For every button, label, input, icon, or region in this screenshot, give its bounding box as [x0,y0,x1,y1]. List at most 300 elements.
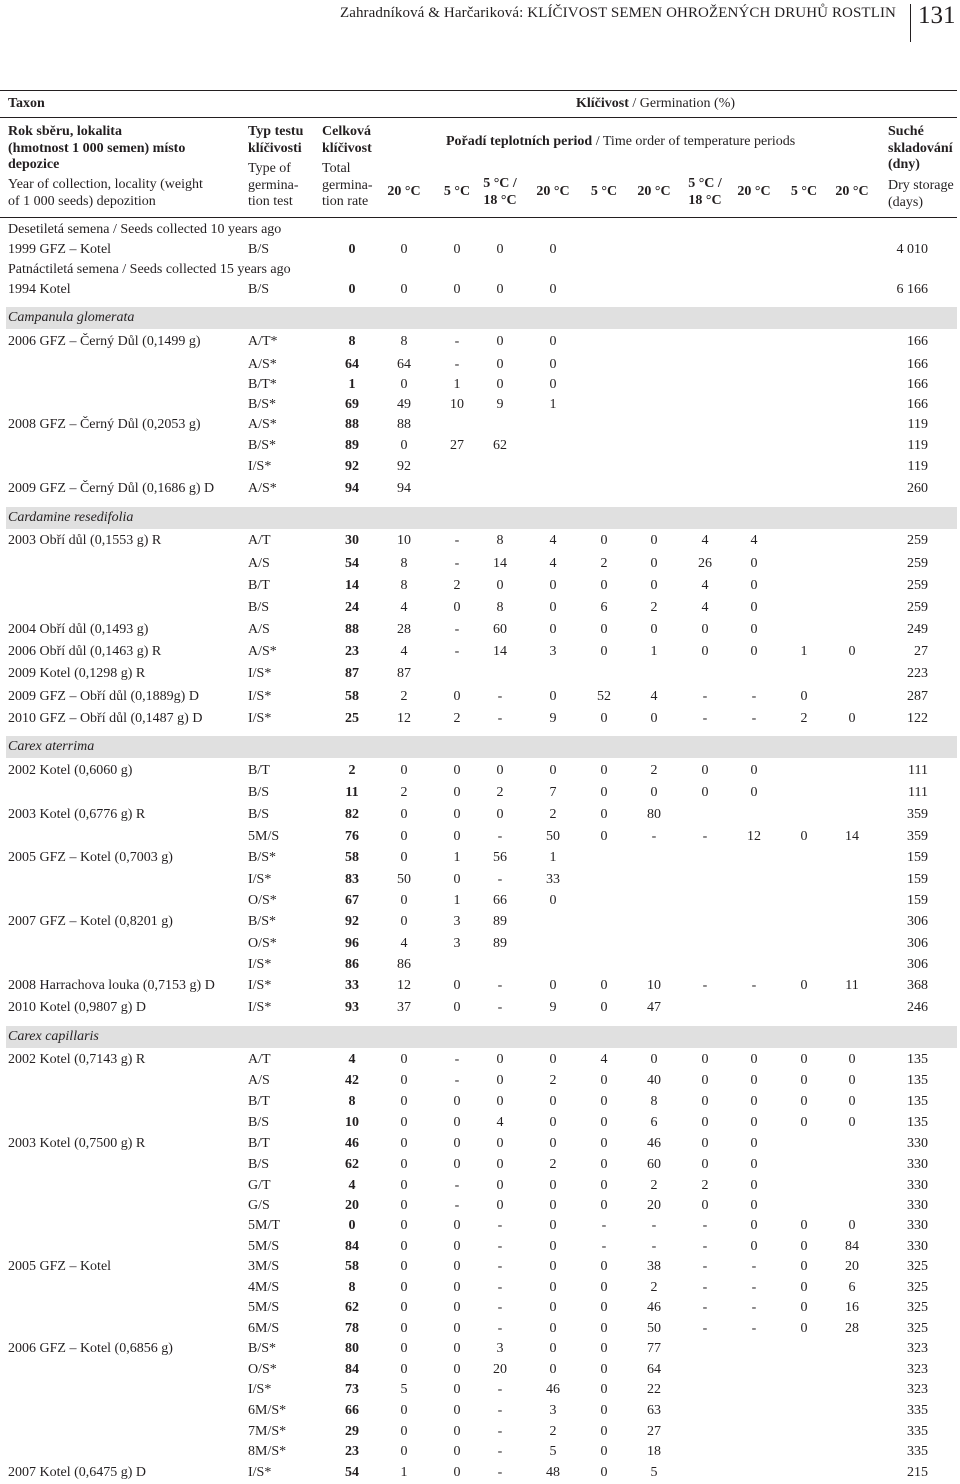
period-value-cell: 11 [845,978,859,993]
period-value-cell: 0 [701,1157,709,1172]
period-value-cell: 0 [600,1403,608,1418]
test-type-cell: B/S [248,242,270,257]
period-value-cell: 2 [600,556,608,571]
header-dry-cz: (dny) [888,157,920,172]
period-value-cell: 0 [549,357,557,372]
period-value-cell: 0 [600,1073,608,1088]
taxon-header: Taxon [8,96,45,111]
period-value-cell: 0 [600,785,608,800]
dry-storage-cell: 135 [907,1052,928,1067]
total-germination-cell: 83 [345,872,359,887]
period-value-cell: 0 [400,1073,408,1088]
dry-storage-cell: 159 [907,850,928,865]
period-value-cell: 2 [549,807,557,822]
period-value-cell: - [751,1259,757,1274]
header-test-type-en: Type of [248,161,291,176]
period-value-cell: 0 [600,978,608,993]
dry-storage-cell: 122 [907,711,928,726]
period-value-cell: 0 [496,1094,504,1109]
period-value-cell: - [454,644,460,659]
dry-storage-cell: 335 [907,1424,928,1439]
dry-storage-cell: 260 [907,481,928,496]
period-value-cell: 0 [701,763,709,778]
period-value-cell: 0 [800,1321,808,1336]
period-value-cell: 0 [549,1052,557,1067]
period-value-cell: - [497,1000,503,1015]
total-germination-cell: 58 [345,1259,359,1274]
period-value-cell: 0 [496,282,504,297]
period-value-cell: 46 [546,1382,560,1397]
total-germination-cell: 80 [345,1341,359,1356]
period-value-cell: 4 [400,936,408,951]
test-type-cell: 6M/S [248,1321,280,1336]
period-value-cell: 4 [400,644,408,659]
period-value-cell: 0 [549,1239,557,1254]
period-value-cell: 0 [496,763,504,778]
period-value-cell: - [651,829,657,844]
period-value-cell: 47 [647,1000,661,1015]
period-value-cell: 0 [701,1094,709,1109]
period-value-cell: 0 [750,1115,758,1130]
period-value-cell: 0 [453,1362,461,1377]
dry-storage-cell: 166 [907,377,928,392]
period-header-8 [737,184,770,201]
period-value-cell: 28 [845,1321,859,1336]
period-value-cell: 0 [701,1136,709,1151]
period-value-cell: 5 [400,1382,408,1397]
period-value-cell: 4 [701,600,709,615]
period-value-cell: - [497,1424,503,1439]
dry-storage-cell: 159 [907,872,928,887]
dry-storage-cell: 335 [907,1444,928,1459]
section-header: Desetiletá semena / Seeds collected 10 years ago [8,222,282,237]
period-value-cell: 2 [650,1280,658,1295]
period-value-cell: 7 [549,785,557,800]
period-value-cell: 0 [453,1136,461,1151]
period-value-cell: 50 [647,1321,661,1336]
header-test-type-cz: klíčivosti [248,140,302,156]
period-value-cell: 0 [650,556,658,571]
total-germination-cell: 2 [348,763,356,778]
period-value-cell: - [651,1239,657,1254]
period-value-cell: 0 [750,1073,758,1088]
period-value-cell: 0 [800,1073,808,1088]
period-value-cell: 37 [397,1000,411,1015]
period-header-line: 5 °C / [688,176,722,191]
test-type-cell: O/S* [248,893,277,908]
period-value-cell: 0 [549,689,557,704]
period-value-cell: 0 [650,1052,658,1067]
dry-storage-cell: 119 [907,438,928,453]
test-type-cell: A/T [248,533,271,548]
period-header-6 [637,184,670,201]
period-value-cell: 3 [496,1341,504,1356]
period-value-cell: 0 [549,1115,557,1130]
total-germination-cell: 24 [345,600,359,615]
period-value-cell: 2 [549,1073,557,1088]
locality-cell: 2010 Kotel (0,9807 g) D [8,1000,147,1015]
dry-storage-cell: 325 [907,1300,928,1315]
locality-cell: 2008 Harrachova louka (0,7153 g) D [8,978,215,993]
period-value-cell: 5 [650,1465,658,1480]
period-value-cell: 0 [453,807,461,822]
period-value-cell: - [702,1321,708,1336]
period-value-cell: 40 [647,1073,661,1088]
period-value-cell: 0 [400,282,408,297]
period-value-cell: 1 [549,850,557,865]
period-value-cell: 1 [549,397,557,412]
period-value-cell: 0 [848,1073,856,1088]
period-header-line: 18 °C [688,192,722,208]
period-value-cell: 0 [453,829,461,844]
total-germination-cell: 33 [345,978,359,993]
period-value-cell: 2 [650,600,658,615]
test-type-cell: G/S [248,1198,270,1213]
period-value-cell: 0 [400,1218,408,1233]
taxon-band [6,307,957,329]
period-value-cell: 18 [647,1444,661,1459]
period-value-cell: 0 [800,689,808,704]
period-value-cell: 89 [493,914,507,929]
period-value-cell: 6 [650,1115,658,1130]
locality-cell: 2006 Obří důl (0,1463 g) R [8,644,162,659]
dry-storage-cell: 159 [907,893,928,908]
period-header-line: 20 °C [835,184,869,199]
period-value-cell: 0 [750,1052,758,1067]
test-type-cell: B/S [248,785,270,800]
dry-storage-cell: 323 [907,1341,928,1356]
period-value-cell: - [497,711,503,726]
period-value-cell: 0 [600,829,608,844]
period-value-cell: 0 [750,578,758,593]
total-germination-cell: 64 [345,357,359,372]
period-value-cell: 0 [750,1218,758,1233]
total-germination-cell: 94 [345,481,359,496]
period-value-cell: 0 [453,1239,461,1254]
locality-cell: 1994 Kotel [8,282,71,297]
total-germination-cell: 10 [345,1115,359,1130]
period-value-cell: - [454,1178,460,1193]
dry-storage-cell: 306 [907,957,928,972]
test-type-cell: B/S* [248,438,277,453]
locality-cell: 2003 Kotel (0,7500 g) R [8,1136,146,1151]
period-value-cell: 63 [647,1403,661,1418]
period-value-cell: 20 [845,1259,859,1274]
total-germination-cell: 8 [348,1094,356,1109]
dry-storage-cell: 325 [907,1280,928,1295]
period-value-cell: 0 [549,978,557,993]
period-header-line: 18 °C [483,192,517,208]
test-type-cell: B/S [248,807,270,822]
dry-storage-cell: 325 [907,1321,928,1336]
test-type-cell: 5M/S [248,829,280,844]
period-value-cell: 0 [701,1198,709,1213]
dry-storage-cell: 259 [907,533,928,548]
test-type-cell: A/S [248,556,270,571]
germination-group-cz: Klíčivost [576,96,629,111]
period-value-cell: 0 [848,644,856,659]
period-value-cell: 0 [701,1115,709,1130]
period-value-cell: 0 [750,1239,758,1254]
period-value-cell: 0 [400,1052,408,1067]
period-value-cell: 0 [701,622,709,637]
total-germination-cell: 30 [345,533,359,548]
period-value-cell: 0 [453,1424,461,1439]
period-value-cell: - [601,1239,607,1254]
period-value-cell: 0 [400,1178,408,1193]
period-value-cell: 0 [400,1362,408,1377]
test-type-cell: A/S* [248,357,277,372]
period-value-cell: 66 [493,893,507,908]
period-header-line: 5 °C [790,184,818,199]
dry-storage-cell: 335 [907,1403,928,1418]
period-value-cell: 0 [453,1382,461,1397]
period-value-cell: - [651,1218,657,1233]
period-value-cell: - [497,1465,503,1480]
period-value-cell: 0 [549,893,557,908]
total-germination-cell: 62 [345,1157,359,1172]
period-value-cell: 8 [496,533,504,548]
dry-storage-cell: 330 [907,1198,928,1213]
period-value-cell: 0 [549,1198,557,1213]
period-value-cell: 2 [800,711,808,726]
total-germination-cell: 4 [348,1178,356,1193]
taxon-band [6,736,957,758]
period-value-cell: 2 [650,1178,658,1193]
period-value-cell: 50 [397,872,411,887]
period-value-cell: 6 [848,1280,856,1295]
test-type-cell: I/S* [248,711,272,726]
period-value-cell: 10 [647,978,661,993]
period-value-cell: - [454,556,460,571]
locality-cell: 2009 GFZ – Černý Důl (0,1686 g) D [8,481,215,496]
period-header-line: 5 °C [443,184,471,199]
period-value-cell: 0 [549,1218,557,1233]
total-germination-cell: 54 [345,1465,359,1480]
total-germination-cell: 86 [345,957,359,972]
period-value-cell: 0 [650,533,658,548]
dry-storage-cell: 223 [907,666,928,681]
period-value-cell: 0 [800,978,808,993]
total-germination-cell: 69 [345,397,359,412]
locality-cell: 2004 Obří důl (0,1493 g) [8,622,149,637]
total-germination-cell: 4 [348,1052,356,1067]
period-value-cell: 0 [453,1157,461,1172]
period-value-cell: 0 [848,1094,856,1109]
total-germination-cell: 92 [345,459,359,474]
header-bottom-rule [0,217,957,218]
dry-storage-cell: 111 [908,763,928,778]
period-value-cell: 0 [400,829,408,844]
period-value-cell: 0 [400,377,408,392]
period-value-cell: 4 [750,533,758,548]
period-value-cell: 0 [453,1321,461,1336]
period-value-cell: 77 [647,1341,661,1356]
period-value-cell: 48 [546,1465,560,1480]
period-value-cell: - [497,978,503,993]
test-type-cell: B/S [248,282,270,297]
locality-cell: 2010 GFZ – Obří důl (0,1487 g) D [8,711,203,726]
test-type-cell: O/S* [248,936,277,951]
period-value-cell: 0 [800,1300,808,1315]
header-dry-en: Dry storage [888,178,954,193]
period-value-cell: 2 [496,785,504,800]
period-value-cell: - [454,357,460,372]
test-type-cell: I/S* [248,1382,272,1397]
period-value-cell: 9 [549,711,557,726]
period-value-cell: 0 [600,1157,608,1172]
period-value-cell: 0 [750,556,758,571]
period-value-cell: 0 [453,763,461,778]
test-type-cell: A/S [248,1073,270,1088]
total-germination-cell: 58 [345,850,359,865]
test-type-cell: O/S* [248,1362,277,1377]
period-value-cell: 0 [750,644,758,659]
test-type-cell: 7M/S* [248,1424,287,1439]
period-value-cell: 22 [647,1382,661,1397]
period-value-cell: 0 [453,872,461,887]
header-test-type-en: germina- [248,177,299,193]
period-value-cell: 0 [453,1341,461,1356]
period-value-cell: 0 [600,622,608,637]
test-type-cell: 3M/S [248,1259,280,1274]
test-type-cell: A/S* [248,481,277,496]
period-value-cell: 1 [453,893,461,908]
period-value-cell: 0 [750,600,758,615]
header-year-locality-en: Year of collection, locality (weight [8,177,203,192]
header-total-en: germina- [322,177,373,193]
period-value-cell: 62 [493,438,507,453]
period-value-cell: 0 [800,1052,808,1067]
total-germination-cell: 54 [345,556,359,571]
period-value-cell: 2 [453,711,461,726]
total-germination-cell: 29 [345,1424,359,1439]
dry-storage-cell: 287 [907,689,928,704]
total-germination-cell: 11 [345,785,359,800]
period-header-line: 5 °C [590,184,618,199]
period-value-cell: 0 [600,1094,608,1109]
order-header [446,134,795,150]
period-header-line: 20 °C [637,184,671,199]
period-value-cell: 88 [397,417,411,432]
dry-storage-cell: 330 [907,1218,928,1233]
test-type-cell: 5M/S [248,1239,280,1254]
test-type-cell: B/S [248,1115,270,1130]
period-value-cell: 0 [453,785,461,800]
period-value-cell: 0 [600,1382,608,1397]
total-germination-cell: 23 [345,644,359,659]
period-header-1 [387,184,420,201]
total-germination-cell: 8 [348,1280,356,1295]
period-value-cell: 0 [400,242,408,257]
total-germination-cell: 88 [345,417,359,432]
period-value-cell: - [751,711,757,726]
header-dry-en: (days) [888,194,923,210]
dry-storage-cell: 246 [907,1000,928,1015]
period-value-cell: 0 [701,1073,709,1088]
dry-storage-cell: 359 [907,807,928,822]
test-type-cell: I/S* [248,1000,272,1015]
header-total-cz: Celková [322,124,371,139]
locality-cell: 2002 Kotel (0,7143 g) R [8,1052,146,1067]
period-value-cell: 0 [400,1259,408,1274]
period-value-cell: 50 [546,829,560,844]
period-value-cell: 0 [400,1321,408,1336]
dry-storage-cell: 359 [907,829,928,844]
period-value-cell: 0 [750,1178,758,1193]
period-value-cell: 20 [493,1362,507,1377]
period-value-cell: 0 [400,1403,408,1418]
total-germination-cell: 14 [345,578,359,593]
total-germination-cell: 88 [345,622,359,637]
authors: Zahradníková & Harčariková: [339,5,524,21]
period-value-cell: 4 [549,533,557,548]
period-value-cell: 86 [397,957,411,972]
period-value-cell: 3 [549,1403,557,1418]
dry-storage-cell: 330 [907,1239,928,1254]
period-value-cell: - [497,1321,503,1336]
test-type-cell: I/S* [248,689,272,704]
period-value-cell: 0 [549,578,557,593]
test-type-cell: B/S [248,1157,270,1172]
period-value-cell: 8 [400,556,408,571]
period-value-cell: 0 [549,377,557,392]
table-top-rule [0,90,957,91]
period-value-cell: 0 [600,1000,608,1015]
period-value-cell: 8 [400,334,408,349]
header-dry-cz: skladování [888,140,953,156]
period-value-cell: - [497,1382,503,1397]
period-value-cell: 4 [701,533,709,548]
period-value-cell: 0 [600,1424,608,1439]
period-value-cell: 5 [549,1444,557,1459]
period-value-cell: 12 [747,829,761,844]
period-value-cell: - [702,1280,708,1295]
locality-cell: 2003 Kotel (0,6776 g) R [8,807,146,822]
period-value-cell: 0 [800,829,808,844]
period-value-cell: 89 [493,936,507,951]
period-value-cell: 0 [400,1280,408,1295]
period-value-cell: 12 [397,711,411,726]
period-value-cell: 0 [549,1362,557,1377]
locality-cell: 2009 Kotel (0,1298 g) R [8,666,146,681]
dry-storage-cell: 323 [907,1362,928,1377]
period-value-cell: 0 [496,377,504,392]
test-type-cell: A/S [248,622,270,637]
total-germination-cell: 87 [345,666,359,681]
dry-storage-cell: 323 [907,1382,928,1397]
period-value-cell: 0 [600,1341,608,1356]
period-value-cell: - [751,689,757,704]
period-value-cell: 0 [600,533,608,548]
period-value-cell: 2 [400,689,408,704]
locality-cell: 1999 GFZ – Kotel [8,242,112,257]
locality-cell: 2009 GFZ – Obří důl (0,1889g) D [8,689,199,704]
dry-storage-cell: 259 [907,600,928,615]
header-total-en: Total [322,161,351,176]
period-value-cell: - [751,1300,757,1315]
period-value-cell: - [454,622,460,637]
period-value-cell: 0 [750,1094,758,1109]
period-value-cell: 0 [549,622,557,637]
total-germination-cell: 84 [345,1362,359,1377]
total-germination-cell: 0 [348,242,356,257]
page-number: 131 [918,2,956,29]
period-value-cell: 0 [549,1321,557,1336]
period-value-cell: 0 [600,1321,608,1336]
period-value-cell: 0 [453,1300,461,1315]
period-value-cell: 1 [453,850,461,865]
